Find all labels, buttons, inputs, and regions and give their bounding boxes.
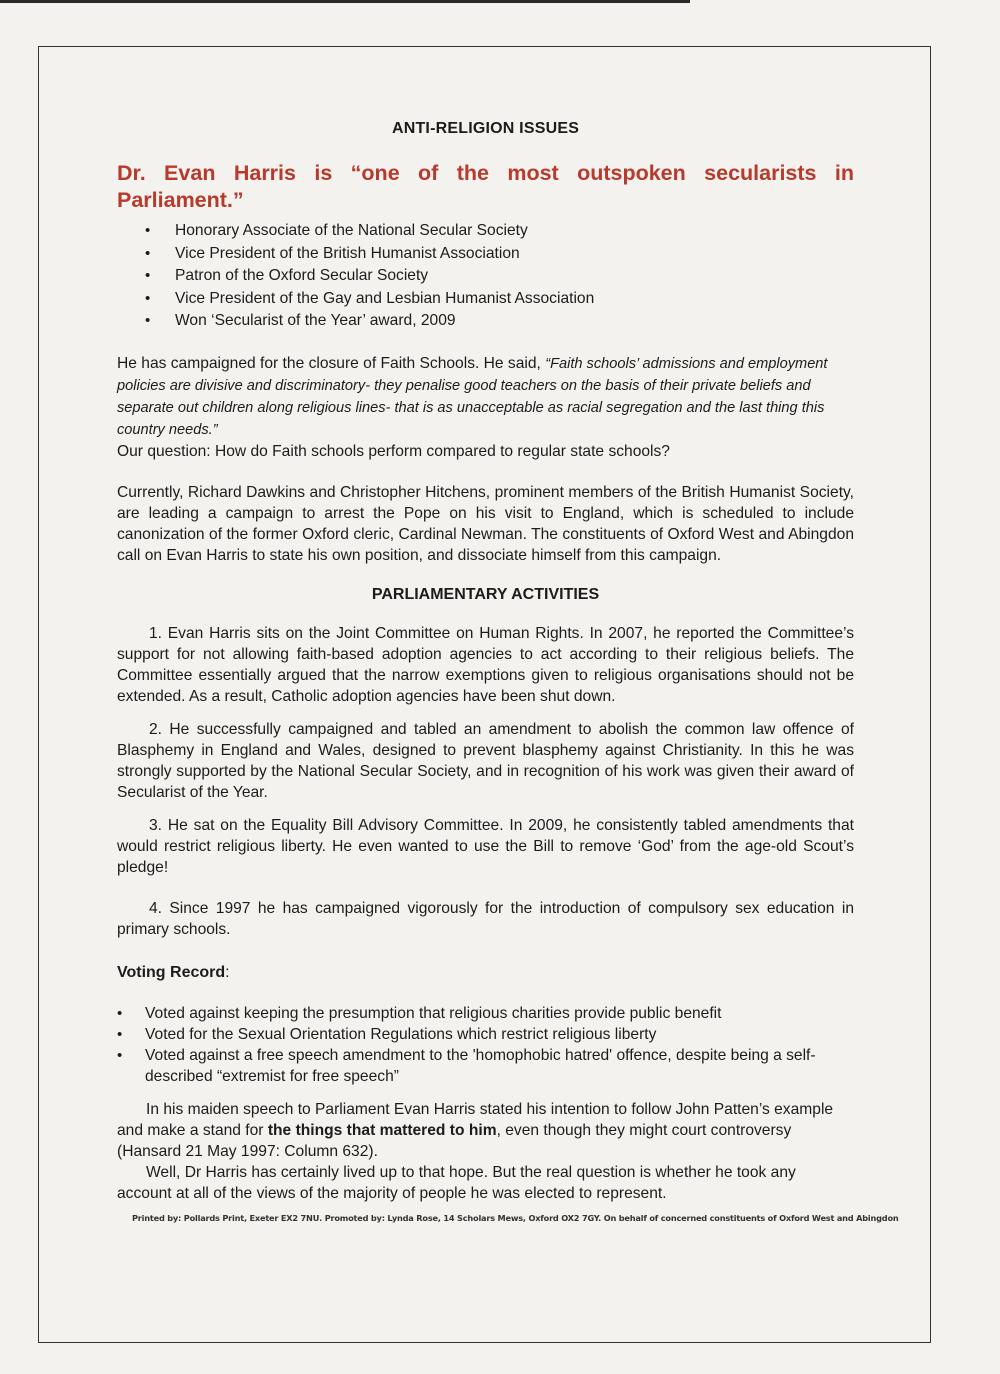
maiden-speech-before: In his maiden speech to Parliament Evan Harris stated his intention to follow John Patten’s example and make a stand for xyxy=(117,1100,834,1139)
activity-item: 2. He successfully campaigned and tabled an amendment to abolish the common law offence of Blasphemy in England and Wales, designed to prevent blasphemy against Christianity. In this he was strongly supported by the National Secular Society, and in recognition of his work was given their award of Secularist of the Year. xyxy=(117,720,854,801)
list-item: • Voted for the Sexual Orientation Regulations which restrict religious liberty xyxy=(117,1024,854,1045)
pope-paragraph: Currently, Richard Dawkins and Christopher Hitchens, prominent members of the British Humanist Society, are leading a campaign to arrest the Pope on his visit to England, which is scheduled to include canonization of the former Oxford cleric, Cardinal Newman. The constituents of Oxford West and Abingdon call on Evan Harris to state his own position, and dissociate himself from this campaign. xyxy=(117,483,854,564)
activity-item: 3. He sat on the Equality Bill Advisory Committee. In 2009, he consistently tabled amendments that would restrict religious liberty. He even wanted to use the Bill to remove ‘God’ from the age-old Scout’s pledge! xyxy=(117,816,854,876)
faith-schools-paragraph xyxy=(117,353,854,441)
list-item: • Vice President of the Gay and Lesbian Humanist Association xyxy=(145,288,854,311)
list-item: • Vice President of the British Humanist Association xyxy=(145,243,854,266)
list-item: • Voted against keeping the presumption that religious charities provide public benefit xyxy=(117,1003,854,1024)
voting-record-title xyxy=(117,962,854,983)
imprint: Printed by: Pollards Print, Exeter EX2 7NU. Promoted by: Lynda Rose, 14 Scholars Mews, Oxford OX2 7GY. On behalf of concerned constituents of Oxford West and Abingdon xyxy=(132,1212,899,1223)
voting-record-label: Voting Record xyxy=(117,963,226,981)
voting-list xyxy=(117,1003,854,1087)
honours-list xyxy=(117,220,854,333)
parliamentary-heading: PARLIAMENTARY ACTIVITIES xyxy=(371,585,600,603)
closing-paragraph: Well, Dr Harris has certainly lived up to that hope. But the real question is whether he took any account at all of the views of the majority of people he was elected to represent. xyxy=(117,1163,796,1202)
top-rule xyxy=(0,0,690,3)
maiden-speech-paragraph xyxy=(117,1099,854,1162)
list-item: • Voted against a free speech amendment to the 'homophobic hatred' offence, despite being a self-described “extremist for free speech” xyxy=(117,1045,854,1087)
faith-schools-quote: “Faith schools’ admissions and employment policies are divisive and discriminatory- they penalise good teachers on the basis of their private beliefs and separate out children along religious lines- that is as unacceptable as racial segregation and the last thing this country needs.” xyxy=(117,355,828,438)
activity-item: 1. Evan Harris sits on the Joint Committee on Human Rights. In 2007, he reported the Committee’s support for not allowing faith-based adoption agencies to act according to their religious beliefs. The Committee essentially argued that the narrow exemptions given to religious organisations should not be extended. As a result, Catholic adoption agencies have been shut down. xyxy=(117,624,854,705)
list-item: • Honorary Associate of the National Secular Society xyxy=(145,220,854,243)
voting-record-colon: : xyxy=(225,963,230,981)
list-item: • Patron of the Oxford Secular Society xyxy=(145,265,854,288)
faith-schools-intro: He has campaigned for the closure of Faith Schools. He said, xyxy=(117,354,546,372)
faith-schools-question: Our question: How do Faith schools perform compared to regular state schools? xyxy=(117,442,670,460)
section-heading: ANTI-RELIGION ISSUES xyxy=(391,120,580,137)
leaflet-content xyxy=(117,118,899,1229)
headline: Dr. Evan Harris is “one of the most outspoken secularists in Parliament.” xyxy=(117,161,854,212)
maiden-speech-after: , even though they might court controversy (Hansard 21 May 1997: Column 632). xyxy=(117,1121,792,1160)
list-item: • Won ‘Secularist of the Year’ award, 2009 xyxy=(145,310,854,333)
activity-item: 4. Since 1997 he has campaigned vigorously for the introduction of compulsory sex education in primary schools. xyxy=(117,899,854,938)
maiden-speech-bold: the things that mattered to him xyxy=(267,1121,497,1139)
